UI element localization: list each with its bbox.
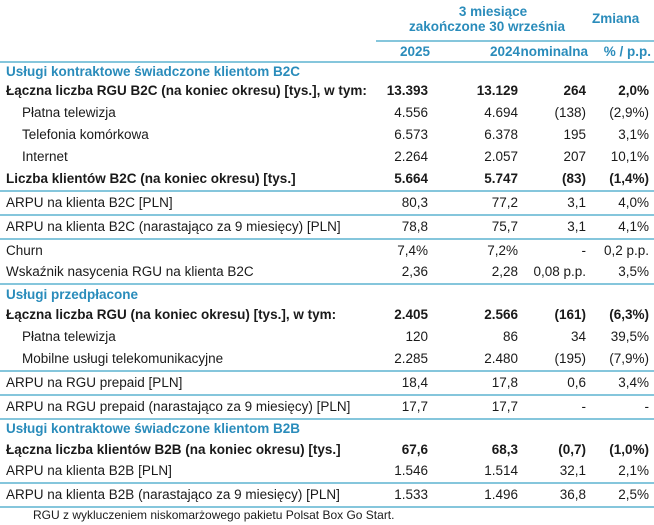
header-bottom-divider (0, 61, 654, 63)
row-label: Łączna liczba klientów B2B (na koniec okresu) [tys.] (6, 442, 341, 457)
value-nominal: 207 (563, 149, 586, 164)
value-pct: 39,5% (610, 329, 649, 344)
value-pct: (1,0%) (609, 442, 649, 457)
row-label: Liczba klientów B2C (na koniec okresu) [tys.] (6, 171, 296, 186)
value-2025: 78,8 (401, 219, 428, 234)
value-pct: (7,9%) (609, 351, 649, 366)
row-label: ARPU na RGU prepaid (narastająco za 9 miesięcy) [PLN] (6, 399, 351, 414)
value-2025: 18,4 (401, 375, 428, 390)
row-label: Płatna telewizja (22, 105, 116, 120)
value-nominal: 36,8 (559, 487, 586, 502)
header-divider (376, 40, 654, 42)
value-2025: 120 (405, 329, 428, 344)
col-nominal-header: nominalna (520, 44, 588, 59)
value-2025: 1.546 (394, 463, 428, 478)
period-header-line2: zakończone 30 września (408, 19, 566, 34)
value-2024: 7,2% (487, 243, 518, 258)
value-2025: 6.573 (394, 127, 428, 142)
row-label: Łączna liczba RGU B2C (na koniec okresu) [tys.], w tym: (6, 83, 367, 98)
value-nominal: (195) (554, 351, 586, 366)
value-nominal: 195 (563, 127, 586, 142)
value-2024: 6.378 (484, 127, 518, 142)
value-2024: 2.057 (484, 149, 518, 164)
value-nominal: - (581, 243, 586, 258)
footnote: RGU z wykluczeniem niskomarżowego pakietu Polsat Box Go Start. (33, 508, 395, 522)
value-nominal: 264 (563, 83, 586, 98)
section-title-b2b: Usługi kontraktowe świadczone klientom B2B (6, 421, 301, 436)
section-divider (0, 418, 654, 420)
value-2025: 1.533 (394, 487, 428, 502)
value-nominal: - (581, 399, 586, 414)
value-pct: 3,1% (618, 127, 649, 142)
row-label: ARPU na klienta B2C [PLN] (6, 195, 173, 210)
table-row (0, 192, 652, 214)
value-nominal: 0,6 (567, 375, 586, 390)
value-pct: 3,4% (618, 375, 649, 390)
value-2024: 2.480 (484, 351, 518, 366)
section-title-b2c: Usługi kontraktowe świadczone klientom B2C (6, 64, 301, 79)
value-2025: 5.664 (394, 171, 428, 186)
value-nominal: 32,1 (559, 463, 586, 478)
value-2025: 17,7 (401, 399, 428, 414)
value-2025: 7,4% (397, 243, 428, 258)
row-label: Churn (6, 243, 43, 258)
table-row (0, 80, 652, 102)
value-pct: - (644, 399, 649, 414)
value-pct: 2,1% (618, 463, 649, 478)
value-2024: 75,7 (491, 219, 518, 234)
table-row (0, 396, 652, 418)
value-2025: 67,6 (401, 442, 428, 457)
value-2024: 86 (502, 329, 518, 344)
value-nominal: (0,7) (558, 442, 586, 457)
table-row (0, 460, 652, 482)
row-label: ARPU na klienta B2B (narastająco za 9 miesięcy) [PLN] (6, 487, 340, 502)
value-2025: 2.285 (394, 351, 428, 366)
value-nominal: 3,1 (567, 219, 586, 234)
value-pct: (1,4%) (609, 171, 649, 186)
value-pct: 2,5% (618, 487, 649, 502)
table-row (0, 216, 652, 238)
section-divider (0, 283, 654, 285)
table-row (0, 146, 652, 168)
value-2025: 4.556 (394, 105, 428, 120)
value-pct: 0,2 p.p. (603, 243, 649, 258)
value-2025: 2,36 (401, 264, 428, 279)
value-2024: 13.129 (476, 83, 518, 98)
table-row (0, 102, 652, 124)
table-row (0, 124, 652, 146)
value-pct: 10,1% (610, 149, 649, 164)
table-row (0, 168, 652, 190)
row-label: Wskaźnik nasycenia RGU na klienta B2C (6, 264, 254, 279)
value-pct: 2,0% (618, 83, 649, 98)
value-2024: 1.514 (484, 463, 518, 478)
col-2025-header: 2025 (399, 44, 430, 59)
value-2024: 4.694 (484, 105, 518, 120)
row-label: ARPU na klienta B2C (narastająco za 9 miesięcy) [PLN] (6, 219, 341, 234)
table-row (0, 439, 652, 461)
value-2024: 68,3 (491, 442, 518, 457)
col-2024-header: 2024 (489, 44, 520, 59)
value-nominal: (83) (561, 171, 586, 186)
col-pct-header: % / p.p. (603, 44, 651, 59)
value-2024: 5.747 (484, 171, 518, 186)
period-header-line1: 3 miesiące (458, 4, 528, 19)
table-row (0, 372, 652, 394)
value-nominal: (161) (554, 307, 586, 322)
value-2024: 17,7 (491, 399, 518, 414)
value-2024: 17,8 (491, 375, 518, 390)
value-2024: 2,28 (491, 264, 518, 279)
row-label: Łączna liczba RGU (na koniec okresu) [tys.], w tym: (6, 307, 337, 322)
table-row (0, 326, 652, 348)
value-pct: 4,0% (618, 195, 649, 210)
table-row (0, 484, 652, 506)
value-2025: 80,3 (401, 195, 428, 210)
value-2025: 2.405 (394, 307, 428, 322)
value-2024: 2.566 (484, 307, 518, 322)
change-header: Zmiana (592, 11, 640, 26)
value-pct: 3,5% (618, 264, 649, 279)
section-title-prepaid: Usługi przedpłacone (6, 287, 139, 302)
value-2025: 2.264 (394, 149, 428, 164)
table-row (0, 240, 652, 262)
row-label: ARPU na klienta B2B [PLN] (6, 463, 172, 478)
table-row (0, 304, 652, 326)
value-nominal: (138) (554, 105, 586, 120)
row-label: Płatna telewizja (22, 329, 116, 344)
row-label: Telefonia komórkowa (22, 127, 149, 142)
value-pct: (2,9%) (609, 105, 649, 120)
row-label: ARPU na RGU prepaid [PLN] (6, 375, 183, 390)
value-2024: 77,2 (491, 195, 518, 210)
value-2024: 1.496 (484, 487, 518, 502)
table-row (0, 261, 652, 283)
row-label: Mobilne usługi telekomunikacyjne (22, 351, 224, 366)
value-2025: 13.393 (386, 83, 428, 98)
value-nominal: 0,08 p.p. (533, 264, 586, 279)
table-row (0, 348, 652, 370)
value-pct: 4,1% (618, 219, 649, 234)
value-nominal: 3,1 (567, 195, 586, 210)
value-nominal: 34 (570, 329, 586, 344)
value-pct: (6,3%) (609, 307, 649, 322)
row-label: Internet (22, 149, 68, 164)
